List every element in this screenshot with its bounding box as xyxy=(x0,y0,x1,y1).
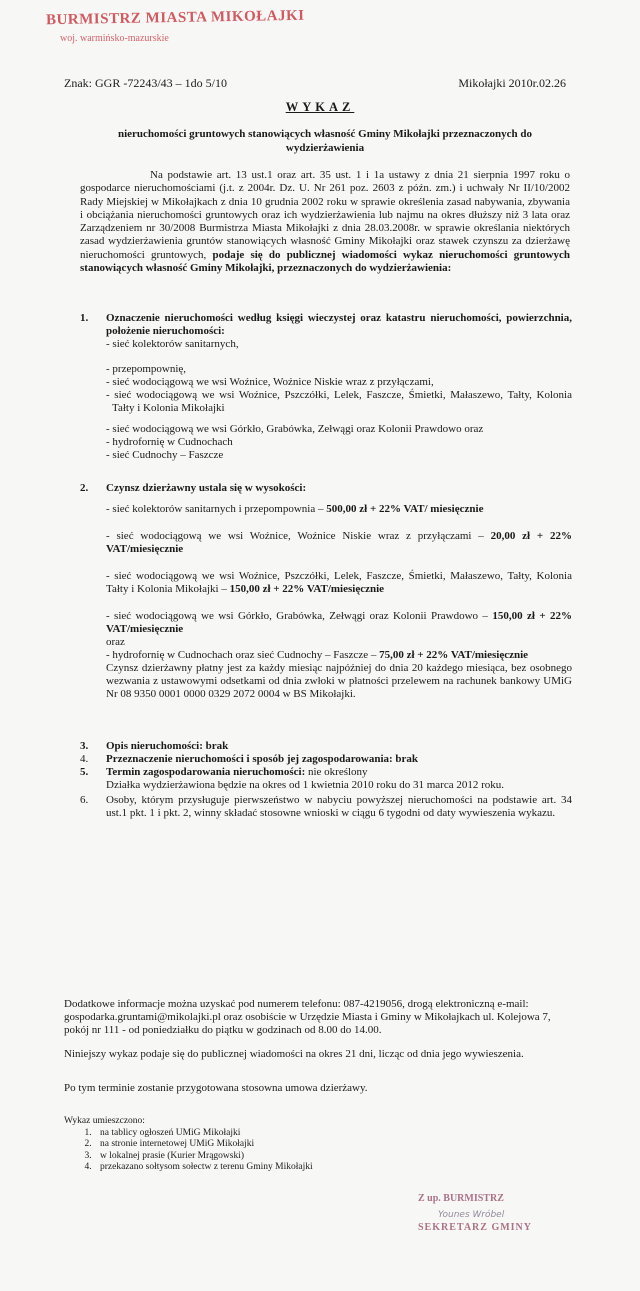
rate-item xyxy=(106,610,572,636)
footer-notice xyxy=(64,1048,564,1061)
rate-item xyxy=(106,649,572,662)
rate-amount: 20,00 zł + 22% VAT/miesięcznie xyxy=(106,530,572,555)
payment-terms: Czynsz dzierżawny płatny jest za każdy miesiąc najpóźniej do dnia 20 każdego miesiąca, bez osobnego wezwania z ustawowymi odsetkami od dnia zwłoki w płatności przelewem na rachunek bankowy UMiG Nr 08 9350 0001 0000 0329 2072 0004 w BS Mikołajki. xyxy=(106,662,572,700)
section-1 xyxy=(80,312,572,462)
section-number: 6. xyxy=(80,794,89,806)
rate-desc: - sieć kolektorów sanitarnych i przepompownia – xyxy=(106,503,327,515)
section-2 xyxy=(80,482,572,701)
stamp-line-3: SEKRETARZ GMINY xyxy=(418,1222,532,1233)
list-item: - hydrofornię w Cudnochach xyxy=(106,436,233,448)
notice-paragraph: Niniejszy wykaz podaje się do publicznej wiadomości na okres 21 dni, licząc od dnia jego wywieszenia. xyxy=(64,1048,524,1060)
rate-desc: - sieć wodociągową we wsi Woźnice, Pszczółki, Lelek, Faszcze, Śmietki, Małaszewo, Tałty, Kolonia Tałty i Kolonia Mikołajki – xyxy=(106,570,572,595)
list-item: - sieć kolektorów sanitarnych, xyxy=(106,338,239,350)
placement-item: 2. na stronie internetowej UMiG Mikołajki xyxy=(94,1139,313,1151)
placement-item: 4. przekazano sołtysom sołectw z terenu Gminy Mikołajki xyxy=(94,1162,313,1174)
section-number: 2. xyxy=(80,482,89,494)
section-heading: Czynsz dzierżawny ustala się w wysokości: xyxy=(106,482,307,494)
lease-period: Działka wydzierżawiona będzie na okres od 1 kwietnia 2010 roku do 31 marca 2012 roku. xyxy=(106,779,505,791)
section-value: nie określony xyxy=(305,766,368,778)
intro-paragraph xyxy=(80,169,570,275)
intro-bold: podaje się do publicznej wiadomości wykaz nieruchomości gruntowych stanowiących własność Gminy Mikołajki, przeznaczonych do wydzierżawienia: xyxy=(80,248,570,275)
section-heading: Przeznaczenie nieruchomości i sposób jej zagospodarowania: brak xyxy=(106,753,419,765)
list-item: - przepompownię, xyxy=(106,363,187,375)
rate-desc: - sieć wodociągową we wsi Woźnice, Woźnice Niskie wraz z przyłączami – xyxy=(106,530,491,542)
footer-contract xyxy=(64,1082,564,1095)
rate-amount: 150,00 zł + 22% VAT/miesięcznie xyxy=(106,610,572,635)
placement-list xyxy=(64,1116,313,1174)
rate-item xyxy=(106,530,572,556)
stamp-line-2: woj. warmińsko-mazurskie xyxy=(60,33,169,44)
stamp-line-1: BURMISTRZ MIASTA MIKOŁAJKI xyxy=(45,7,305,29)
section-heading: Opis nieruchomości: brak xyxy=(106,740,229,752)
contract-paragraph: Po tym terminie zostanie przygotowana stosowna umowa dzierżawy. xyxy=(64,1082,368,1094)
contact-paragraph: Dodatkowe informacje można uzyskać pod numerem telefonu: 087-4219056, drogą elektroniczną e-mail: gospodarka.gruntami@mikolajki.pl oraz osobiście w Urzędzie Miasta i Gminy w Mikołajkach ul. Kolejowa 7, pokój nr 111 - od poniedziałku do piątku w godzinach od 8.00 do 14.00. xyxy=(64,998,551,1036)
section-number: 4. xyxy=(80,753,89,765)
section-heading: Termin zagospodarowania nieruchomości: xyxy=(106,766,306,778)
section-6 xyxy=(80,794,572,820)
placement-item: 1. na tablicy ogłoszeń UMiG Mikołajki xyxy=(94,1128,313,1140)
section-5 xyxy=(80,766,572,792)
section-heading: Oznaczenie nieruchomości według księgi wieczystej oraz katastru nieruchomości, powierzchnia, położenie nieruchomości: xyxy=(106,312,572,337)
section-4 xyxy=(80,753,572,766)
intro-text: Na podstawie art. 13 ust.1 oraz art. 35 ust. 1 i 1a ustawy z dnia 21 sierpnia 1997 roku o gospodarce nieruchomościami (j.t. z 2004r. Dz. U. Nr 261 poz. 2603 z późn. zm.) i uchwały Nr II/10/2002 Rady Miejskiej w Mikołajkach z dnia 10 grudnia 2002 roku w sprawie określenia zasad nabywania, zbywania i obciążania nieruchomości gruntowych oraz ich wydzierżawienia lub najmu na okres dłuższy niż 3 lata oraz Zarządzeniem nr 30/2008 Burmistrza Miasta Mikołajki z dnia 28.03.2008r. w sprawie określania niektórych zasad wydzierżawienia gruntów stanowiących własność Gminy Mikołajki oraz stawek czynszu za dzierżawę nieruchomości gruntowych, xyxy=(80,169,570,261)
rate-amount: 150,00 zł + 22% VAT/miesięcznie xyxy=(229,583,385,595)
document-title: WYKAZ xyxy=(285,100,355,114)
list-item: - sieć Cudnochy – Faszcze xyxy=(106,449,224,461)
rate-desc: - sieć wodociągową we wsi Górkło, Grabówka, Zełwągi oraz Kolonii Prawdowo – xyxy=(106,610,493,622)
place-and-date: Mikołajki 2010r.02.26 xyxy=(458,76,566,90)
signature: Younes Wróbel xyxy=(438,1210,505,1220)
rate-amount: 75,00 zł + 22% VAT/miesięcznie xyxy=(379,649,529,661)
section-3 xyxy=(80,740,572,753)
rate-amount: 500,00 zł + 22% VAT/ miesięcznie xyxy=(326,503,484,515)
section-text: Osoby, którym przysługuje pierwszeństwo w nabyciu powyższej nieruchomości na podstawie art. 34 ust.1 pkt. 1 i pkt. 2, winny składać stosowne wnioski w ciągu 6 tygodni od daty wywieszenia wykazu. xyxy=(106,794,572,819)
section-number: 5. xyxy=(80,766,89,778)
list-item: - sieć wodociągową we wsi Górkło, Grabówka, Zełwągi oraz Kolonii Prawdowo oraz xyxy=(106,423,484,435)
section-number: 3. xyxy=(80,740,89,752)
placement-title: Wykaz umieszczono: xyxy=(64,1116,145,1126)
list-item: - sieć wodociągową we wsi Woźnice, Pszczółki, Lelek, Faszcze, Śmietki, Małaszewo, Tałty, Kolonia Tałty i Kolonia Mikołajki xyxy=(106,389,572,414)
document-subtitle: nieruchomości gruntowych stanowiących własność Gminy Mikołajki przeznaczonych do wydzierżawienia xyxy=(117,128,533,154)
rate-desc: - hydrofornię w Cudnochach oraz sieć Cudnochy – Faszcze – xyxy=(106,649,380,661)
section-number: 1. xyxy=(80,312,89,324)
footer-contact xyxy=(64,998,564,1037)
section-heading-line xyxy=(106,766,572,779)
conjunction: oraz xyxy=(106,636,125,648)
reference-number: Znak: GGR -72243/43 – 1do 5/10 xyxy=(64,76,227,90)
mayor-stamp xyxy=(45,7,305,44)
stamp-line-1: Z up. BURMISTRZ xyxy=(418,1193,504,1204)
rate-item xyxy=(106,570,572,596)
placement-item: 3. w lokalnej prasie (Kurier Mrągowski) xyxy=(94,1151,313,1163)
rate-item xyxy=(106,503,572,516)
secretary-stamp xyxy=(418,1193,532,1233)
list-item: - sieć wodociągową we wsi Woźnice, Woźnice Niskie wraz z przyłączami, xyxy=(106,376,434,388)
